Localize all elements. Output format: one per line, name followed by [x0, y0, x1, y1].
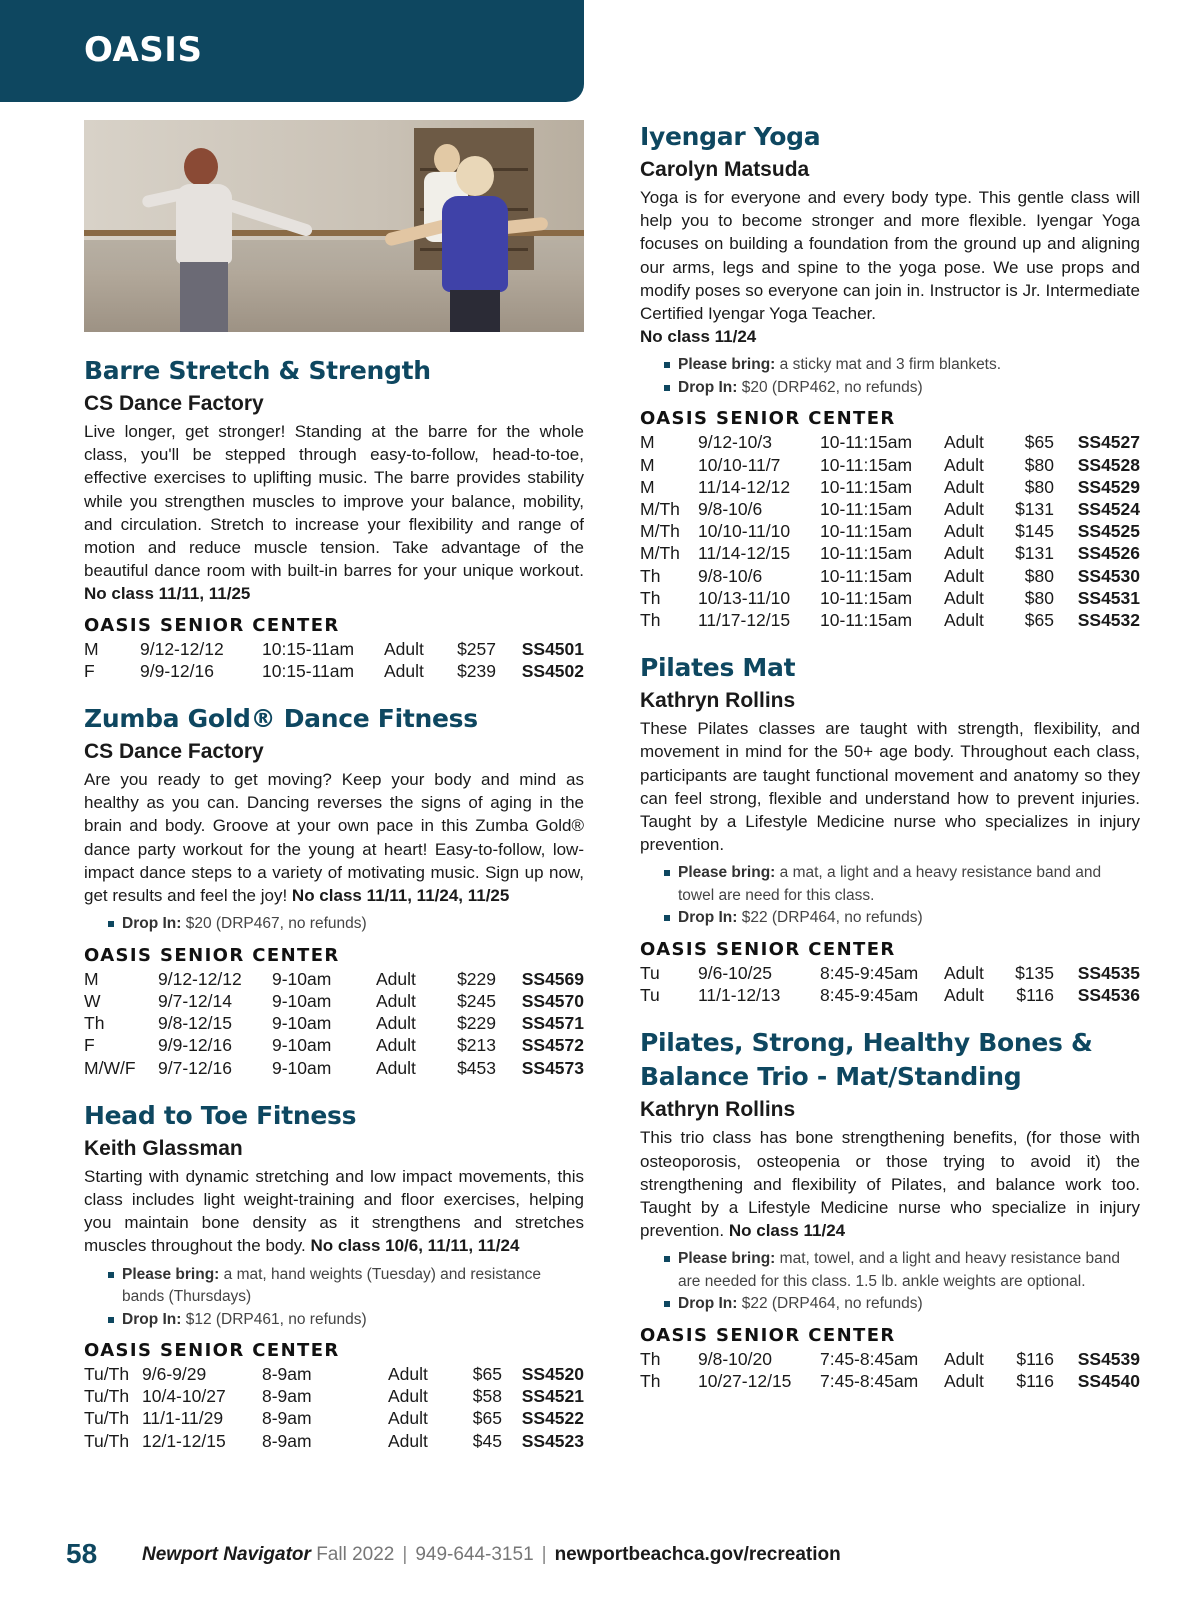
session-time: 9-10am [272, 968, 332, 989]
class-instructor: Keith Glassman [84, 1136, 243, 1160]
class-zumba-gold [84, 702, 584, 1079]
class-notes [106, 1264, 584, 1332]
no-class-note: No class 11/11, 11/25 [84, 584, 251, 604]
session-code: SS4524 [1077, 499, 1140, 520]
session-code: SS4536 [1077, 985, 1140, 1006]
session-fee: $229 [457, 1013, 496, 1034]
schedule-table [640, 962, 1140, 1006]
location-heading: OASIS SENIOR CENTER [640, 1324, 896, 1346]
class-notes [662, 862, 1140, 930]
table-row [640, 565, 1140, 587]
session-day: Th [640, 610, 661, 631]
section-header-band [0, 0, 584, 102]
session-age: Adult [388, 1408, 428, 1429]
session-code: SS4527 [1077, 432, 1140, 453]
session-dates: 9/9-12/16 [140, 660, 214, 681]
class-title: Iyengar Yoga [640, 122, 821, 151]
schedule-rows [84, 968, 584, 1079]
list-item [662, 377, 1140, 400]
session-day: M/Th [640, 499, 680, 520]
table-row [640, 454, 1140, 476]
session-age: Adult [384, 660, 424, 681]
session-dates: 10/4-10/27 [142, 1386, 226, 1407]
footer-phone: 949-644-3151 [415, 1544, 534, 1565]
table-row [640, 962, 1140, 984]
location-heading: OASIS SENIOR CENTER [84, 614, 340, 636]
session-time: 9-10am [272, 990, 332, 1011]
session-day: Th [640, 587, 661, 608]
class-photo [84, 120, 584, 332]
session-dates: 9/8-10/6 [698, 565, 763, 586]
session-fee: $65 [1024, 432, 1054, 453]
session-age: Adult [944, 610, 984, 631]
session-fee: $116 [1016, 985, 1054, 1006]
session-code: SS4535 [1077, 962, 1140, 983]
session-dates: 11/1-12/13 [698, 985, 781, 1006]
session-dates: 9/6-9/29 [142, 1364, 207, 1385]
class-barre-stretch [84, 354, 584, 682]
session-day: Th [640, 1348, 661, 1369]
session-fee: $58 [472, 1386, 502, 1407]
session-code: SS4501 [521, 638, 584, 659]
session-time: 10:15-11am [262, 638, 355, 659]
session-time: 10-11:15am [820, 454, 913, 475]
session-code: SS4529 [1077, 476, 1140, 497]
table-row [84, 1407, 584, 1429]
note-text: mat, towel, and a light and heavy resistance band are needed for this class. 1.5 lb. ankle weights are optional. [678, 1250, 1121, 1290]
note-label: Drop In: [678, 909, 738, 927]
note-label: Please bring: [678, 1250, 776, 1268]
session-code: SS4531 [1077, 587, 1140, 608]
session-code: SS4539 [1077, 1348, 1140, 1369]
footer-separator: | [402, 1544, 408, 1565]
session-dates: 9/8-12/15 [158, 1013, 232, 1034]
note-text: $20 (DRP467, no refunds) [185, 915, 367, 933]
session-day: M/Th [640, 543, 680, 564]
note-text: a mat, a light and a heavy resistance band and towel are need for this class. [678, 864, 1102, 904]
session-dates: 10/13-11/10 [698, 587, 791, 608]
session-fee: $453 [457, 1057, 496, 1078]
session-age: Adult [944, 521, 984, 542]
note-text: a sticky mat and 3 firm blankets. [779, 356, 1002, 374]
location-heading: OASIS SENIOR CENTER [84, 944, 340, 966]
class-notes [662, 354, 1140, 399]
schedule-table [84, 968, 584, 1079]
session-day: Tu [640, 962, 660, 983]
note-text: $12 (DRP461, no refunds) [185, 1310, 367, 1328]
session-fee: $65 [1024, 610, 1054, 631]
table-row [84, 1430, 584, 1452]
session-age: Adult [944, 985, 984, 1006]
session-day: M [84, 638, 99, 659]
session-day: M [84, 968, 99, 989]
class-description: Are you ready to get moving? Keep your body and mind as healthy as you can. Dancing reverses the signs of aging in the brain and body. Groove at your own pace in this Zumba Gold® dance party workout for the young at heart! Easy-to-follow, low-impact dance steps to a variety of motivating music. Sign up now, get results and feel the joy! No class 11/11, 11/24, 11/25 [84, 770, 584, 906]
session-time: 8-9am [262, 1364, 312, 1385]
session-time: 10-11:15am [820, 587, 913, 608]
session-dates: 12/1-12/15 [142, 1430, 226, 1451]
session-time: 8-9am [262, 1408, 312, 1429]
table-row [84, 968, 584, 990]
class-title: Zumba Gold® Dance Fitness [84, 704, 478, 734]
session-day: Tu [640, 985, 660, 1006]
footer-separator: | [541, 1544, 547, 1565]
session-age: Adult [944, 454, 984, 475]
list-item [662, 1248, 1140, 1293]
session-code: SS4520 [521, 1364, 584, 1385]
session-age: Adult [944, 1348, 984, 1369]
session-age: Adult [376, 1057, 416, 1078]
session-age: Adult [944, 962, 984, 983]
section-title: OASIS [84, 30, 203, 70]
list-item [662, 1293, 1140, 1316]
session-code: SS4502 [521, 660, 584, 681]
schedule-table [640, 1348, 1140, 1392]
session-fee: $229 [457, 968, 496, 989]
table-row [84, 1057, 584, 1079]
session-age: Adult [376, 1035, 416, 1056]
class-notes [106, 913, 584, 936]
class-title: Pilates Mat [640, 653, 796, 683]
session-fee: $213 [457, 1035, 496, 1056]
session-dates: 9/7-12/14 [158, 990, 232, 1011]
session-code: SS4525 [1077, 521, 1140, 542]
table-row [640, 542, 1140, 564]
session-age: Adult [944, 1371, 984, 1392]
session-day: Tu/Th [84, 1430, 130, 1451]
session-time: 10-11:15am [820, 543, 913, 564]
table-row [640, 498, 1140, 520]
session-code: SS4522 [521, 1408, 584, 1429]
list-item [662, 862, 1140, 907]
note-label: Please bring: [122, 1265, 220, 1283]
session-time: 9-10am [272, 1013, 332, 1034]
session-dates: 9/8-10/20 [698, 1348, 772, 1369]
session-fee: $65 [472, 1408, 502, 1429]
right-column [640, 120, 1140, 1412]
session-day: M [640, 454, 655, 475]
list-item [662, 907, 1140, 930]
schedule-rows [84, 638, 584, 682]
table-row [640, 1370, 1140, 1392]
session-dates: 9/12-10/3 [698, 432, 772, 453]
class-title: Pilates, Strong, Healthy Bones & Balance Trio - Mat/Standing [640, 1028, 1093, 1092]
session-dates: 10/27-12/15 [698, 1371, 792, 1392]
session-dates: 11/14-12/15 [698, 543, 791, 564]
note-label: Drop In: [678, 378, 738, 396]
session-day: Tu/Th [84, 1386, 130, 1407]
session-code: SS4571 [521, 1013, 584, 1034]
session-dates: 9/9-12/16 [158, 1035, 232, 1056]
table-row [84, 1385, 584, 1407]
session-dates: 9/12-12/12 [140, 638, 224, 659]
session-day: Tu/Th [84, 1408, 130, 1429]
class-instructor: Carolyn Matsuda [640, 158, 810, 181]
list-item [106, 913, 584, 936]
session-age: Adult [944, 432, 984, 453]
note-text: a mat, hand weights (Tuesday) and resistance bands (Thursdays) [122, 1265, 541, 1306]
no-class-note: No class 10/6, 11/11, 11/24 [310, 1236, 520, 1256]
list-item [662, 354, 1140, 377]
schedule-table [640, 431, 1140, 631]
note-label: Drop In: [678, 1295, 738, 1313]
session-code: SS4528 [1077, 454, 1140, 475]
list-item [106, 1309, 584, 1332]
class-description: Yoga is for everyone and every body type. This gentle class will help you to become stronger and more flexible. Iyengar Yoga focuses on building a foundation from the ground up and aligning our arms, legs and spine to the yoga pose. We use props and modify poses so everyone can join in. Instructor is Jr. Intermediate Certified Iyengar Yoga Teacher. No class 11/24 [640, 188, 1140, 347]
table-row [84, 1012, 584, 1034]
session-code: SS4532 [1077, 610, 1140, 631]
class-description: Starting with dynamic stretching and low impact movements, this class includes light weight-training and floor exercises, helping you maintain bone density as it strengthens and stretches muscles throughout the body. No class 10/6, 11/11, 11/24 [84, 1166, 584, 1256]
session-fee: $45 [472, 1430, 502, 1451]
session-age: Adult [944, 587, 984, 608]
session-code: SS4569 [521, 968, 584, 989]
page-footer [66, 1538, 1166, 1578]
session-fee: $257 [457, 638, 496, 659]
session-fee: $135 [1015, 962, 1054, 983]
no-class-note: No class 11/24 [728, 1221, 846, 1241]
session-fee: $65 [472, 1364, 502, 1385]
session-time: 8:45-9:45am [820, 985, 919, 1006]
session-dates: 11/1-11/29 [142, 1408, 224, 1429]
class-pilates-trio [640, 1026, 1140, 1392]
session-time: 9-10am [272, 1035, 332, 1056]
session-code: SS4521 [521, 1386, 584, 1407]
session-age: Adult [376, 990, 416, 1011]
session-age: Adult [376, 1013, 416, 1034]
session-day: M [640, 432, 655, 453]
session-time: 7:45-8:45am [820, 1371, 919, 1392]
session-time: 8-9am [262, 1386, 312, 1407]
session-code: SS4570 [521, 990, 584, 1011]
class-pilates-mat [640, 651, 1140, 1006]
session-dates: 9/6-10/25 [698, 962, 772, 983]
session-day: Th [640, 1371, 661, 1392]
note-text: $22 (DRP464, no refunds) [741, 1295, 923, 1313]
session-fee: $245 [457, 990, 496, 1011]
session-fee: $116 [1016, 1348, 1054, 1369]
list-item [106, 1264, 584, 1309]
session-time: 10-11:15am [820, 432, 913, 453]
session-age: Adult [388, 1364, 428, 1385]
left-column [84, 120, 584, 1472]
table-row [84, 660, 584, 682]
session-age: Adult [944, 543, 984, 564]
session-age: Adult [384, 638, 424, 659]
schedule-rows [640, 431, 1140, 631]
session-day: Tu/Th [84, 1364, 130, 1385]
footer-publication [142, 1544, 841, 1566]
publication-name: Newport Navigator [142, 1544, 311, 1565]
table-row [84, 1363, 584, 1385]
session-day: M/W/F [84, 1057, 136, 1078]
session-day: Th [84, 1013, 105, 1034]
table-row [640, 609, 1140, 631]
session-fee: $80 [1024, 587, 1054, 608]
note-label: Please bring: [678, 864, 776, 882]
session-dates: 10/10-11/7 [698, 454, 781, 475]
class-instructor: CS Dance Factory [84, 740, 264, 764]
table-row [84, 990, 584, 1012]
table-row [640, 431, 1140, 453]
table-row [640, 984, 1140, 1006]
session-fee: $116 [1016, 1371, 1054, 1392]
session-time: 10-11:15am [820, 610, 913, 631]
session-dates: 10/10-11/10 [698, 521, 791, 542]
session-time: 10-11:15am [820, 565, 913, 586]
class-description: Live longer, get stronger! Standing at the barre for the whole class, you'll be stepped through easy-to-follow, head-to-toe, effective exercises to uplifting music. The barre provides stability while you strengthen muscles to improve your balance, mobility, and circulation. Stretch to increase your flexibility and range of motion and reduce muscle tension. Take advantage of the beautiful dance room with built-in barres for your unique workout. No class 11/11, 11/25 [84, 422, 584, 604]
footer-url[interactable]: newportbeachca.gov/recreation [554, 1544, 841, 1565]
class-instructor: Kathryn Rollins [640, 689, 796, 713]
session-age: Adult [944, 476, 984, 497]
note-text: $22 (DRP464, no refunds) [741, 909, 923, 927]
table-row [84, 1034, 584, 1056]
session-day: M [640, 476, 655, 497]
class-description: These Pilates classes are taught with strength, flexibility, and movement in mind for the 50+ age body. Throughout each class, participants are taught functional movement and anatomy so they can feel strong, flexible and understand how to prevent injuries. Taught by a Lifestyle Medicine nurse who specializes in injury prevention. [640, 719, 1140, 855]
class-title: Head to Toe Fitness [84, 1100, 357, 1130]
session-fee: $80 [1024, 454, 1054, 475]
schedule-rows [640, 962, 1140, 1006]
session-dates: 9/12-12/12 [158, 968, 242, 989]
session-time: 8:45-9:45am [820, 962, 919, 983]
session-age: Adult [944, 565, 984, 586]
session-day: F [84, 660, 95, 681]
class-instructor: Kathryn Rollins [640, 1098, 796, 1122]
class-notes [662, 1248, 1140, 1316]
publication-season: Fall 2022 [316, 1544, 395, 1565]
session-dates: 9/8-10/6 [698, 499, 763, 520]
table-row [640, 520, 1140, 542]
session-day: Th [640, 565, 661, 586]
session-day: F [84, 1035, 95, 1056]
session-fee: $80 [1024, 476, 1054, 497]
no-class-note: No class 11/24 [640, 327, 757, 347]
session-dates: 9/7-12/16 [158, 1057, 232, 1078]
session-age: Adult [944, 499, 984, 520]
session-time: 8-9am [262, 1430, 312, 1451]
schedule-table [84, 638, 584, 682]
session-code: SS4530 [1077, 565, 1140, 586]
schedule-rows [84, 1363, 584, 1452]
location-heading: OASIS SENIOR CENTER [84, 1340, 340, 1362]
session-code: SS4572 [521, 1035, 584, 1056]
session-time: 10-11:15am [820, 521, 913, 542]
session-age: Adult [388, 1386, 428, 1407]
session-fee: $145 [1015, 521, 1054, 542]
session-code: SS4526 [1077, 543, 1140, 564]
class-description: This trio class has bone strengthening benefits, (for those with osteoporosis, osteopenia or those trying to avoid it) the strengthening and flexibility of Pilates, and balance work too. Taught by a Lifestyle Medicine nurse who specialize in injury prevention. No class 11/24 [640, 1128, 1140, 1241]
note-label: Please bring: [678, 356, 776, 374]
session-day: M/Th [640, 521, 680, 542]
table-row [84, 638, 584, 660]
session-code: SS4573 [521, 1057, 584, 1078]
no-class-note: No class 11/11, 11/24, 11/25 [291, 886, 510, 906]
class-head-to-toe [84, 1099, 584, 1452]
session-code: SS4540 [1077, 1371, 1140, 1392]
session-time: 10:15-11am [262, 660, 355, 681]
session-fee: $239 [457, 660, 496, 681]
session-fee: $80 [1024, 565, 1054, 586]
table-row [640, 587, 1140, 609]
session-time: 7:45-8:45am [820, 1348, 919, 1369]
location-heading: OASIS SENIOR CENTER [640, 408, 896, 430]
schedule-rows [640, 1348, 1140, 1392]
table-row [640, 476, 1140, 498]
page-number: 58 [66, 1538, 98, 1569]
session-time: 10-11:15am [820, 476, 913, 497]
note-text: $20 (DRP462, no refunds) [741, 378, 923, 396]
session-fee: $131 [1015, 543, 1054, 564]
session-age: Adult [376, 968, 416, 989]
session-fee: $131 [1015, 499, 1054, 520]
session-dates: 11/17-12/15 [698, 610, 791, 631]
table-row [640, 1348, 1140, 1370]
class-title: Barre Stretch & Strength [84, 356, 431, 385]
note-label: Drop In: [122, 915, 182, 933]
class-instructor: CS Dance Factory [84, 392, 264, 415]
schedule-table [84, 1363, 584, 1452]
location-heading: OASIS SENIOR CENTER [640, 938, 896, 960]
note-label: Drop In: [122, 1310, 182, 1328]
session-time: 9-10am [272, 1057, 332, 1078]
session-dates: 11/14-12/12 [698, 476, 791, 497]
session-day: W [84, 990, 101, 1011]
class-iyengar-yoga [640, 120, 1140, 631]
session-age: Adult [388, 1430, 428, 1451]
session-code: SS4523 [521, 1430, 584, 1451]
session-time: 10-11:15am [820, 499, 913, 520]
